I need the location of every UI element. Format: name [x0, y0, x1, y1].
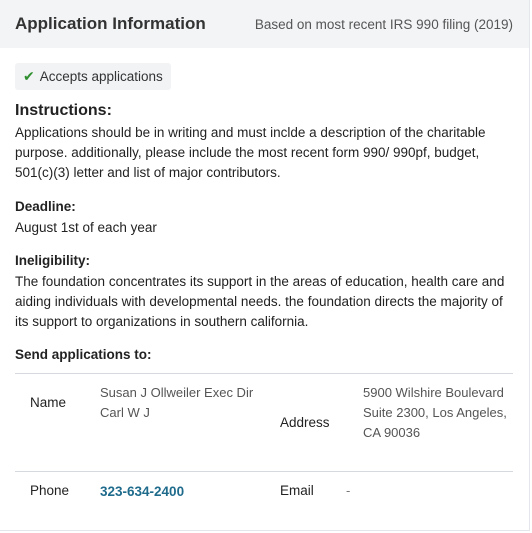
instructions-text: Applications should be in writing and must inclde a description of the charitable purpose. additionally, please include the most recent form 990/ 990pf, budget, 501(c)(3) letter and list of major contributors.	[15, 125, 486, 180]
card-header	[0, 0, 529, 48]
address-value: 5900 Wilshire Boulevard Suite 2300, Los Angeles, CA 90036	[363, 385, 507, 440]
card-content	[0, 48, 529, 512]
address-label	[280, 374, 363, 471]
deadline-text: August 1st of each year	[15, 220, 157, 235]
name-value: Susan J Ollweiler Exec Dir Carl W J	[100, 385, 254, 420]
phone-link[interactable]: 323-634-2400	[100, 484, 185, 499]
badge-label: Accepts applications	[39, 69, 163, 84]
phone-cell	[100, 472, 280, 512]
instructions-heading: Instructions:	[15, 102, 112, 119]
name-label: Name	[30, 395, 67, 410]
check-icon: ✔	[23, 68, 35, 84]
ineligibility-text: The foundation concentrates its support in the areas of education, health care and aiding individuals with developmental needs. the foundation directs the majority of its support to organizations in southern california.	[15, 274, 505, 329]
accepts-applications-badge	[15, 63, 171, 90]
email-label: Email	[280, 483, 314, 498]
contact-row-name-address	[15, 374, 513, 472]
phone-label: Phone	[30, 483, 70, 498]
deadline-heading: Deadline:	[15, 199, 76, 214]
contact-row-phone-email	[15, 472, 513, 512]
address-label-text: Address	[280, 415, 330, 430]
contact-table	[15, 373, 513, 512]
filing-source-note: Based on most recent IRS 990 filing (2019)	[254, 16, 513, 32]
send-applications-heading: Send applications to:	[15, 347, 152, 362]
ineligibility-heading: Ineligibility:	[15, 253, 91, 268]
card-title: Application Information	[15, 14, 206, 33]
email-value: -	[346, 483, 351, 498]
